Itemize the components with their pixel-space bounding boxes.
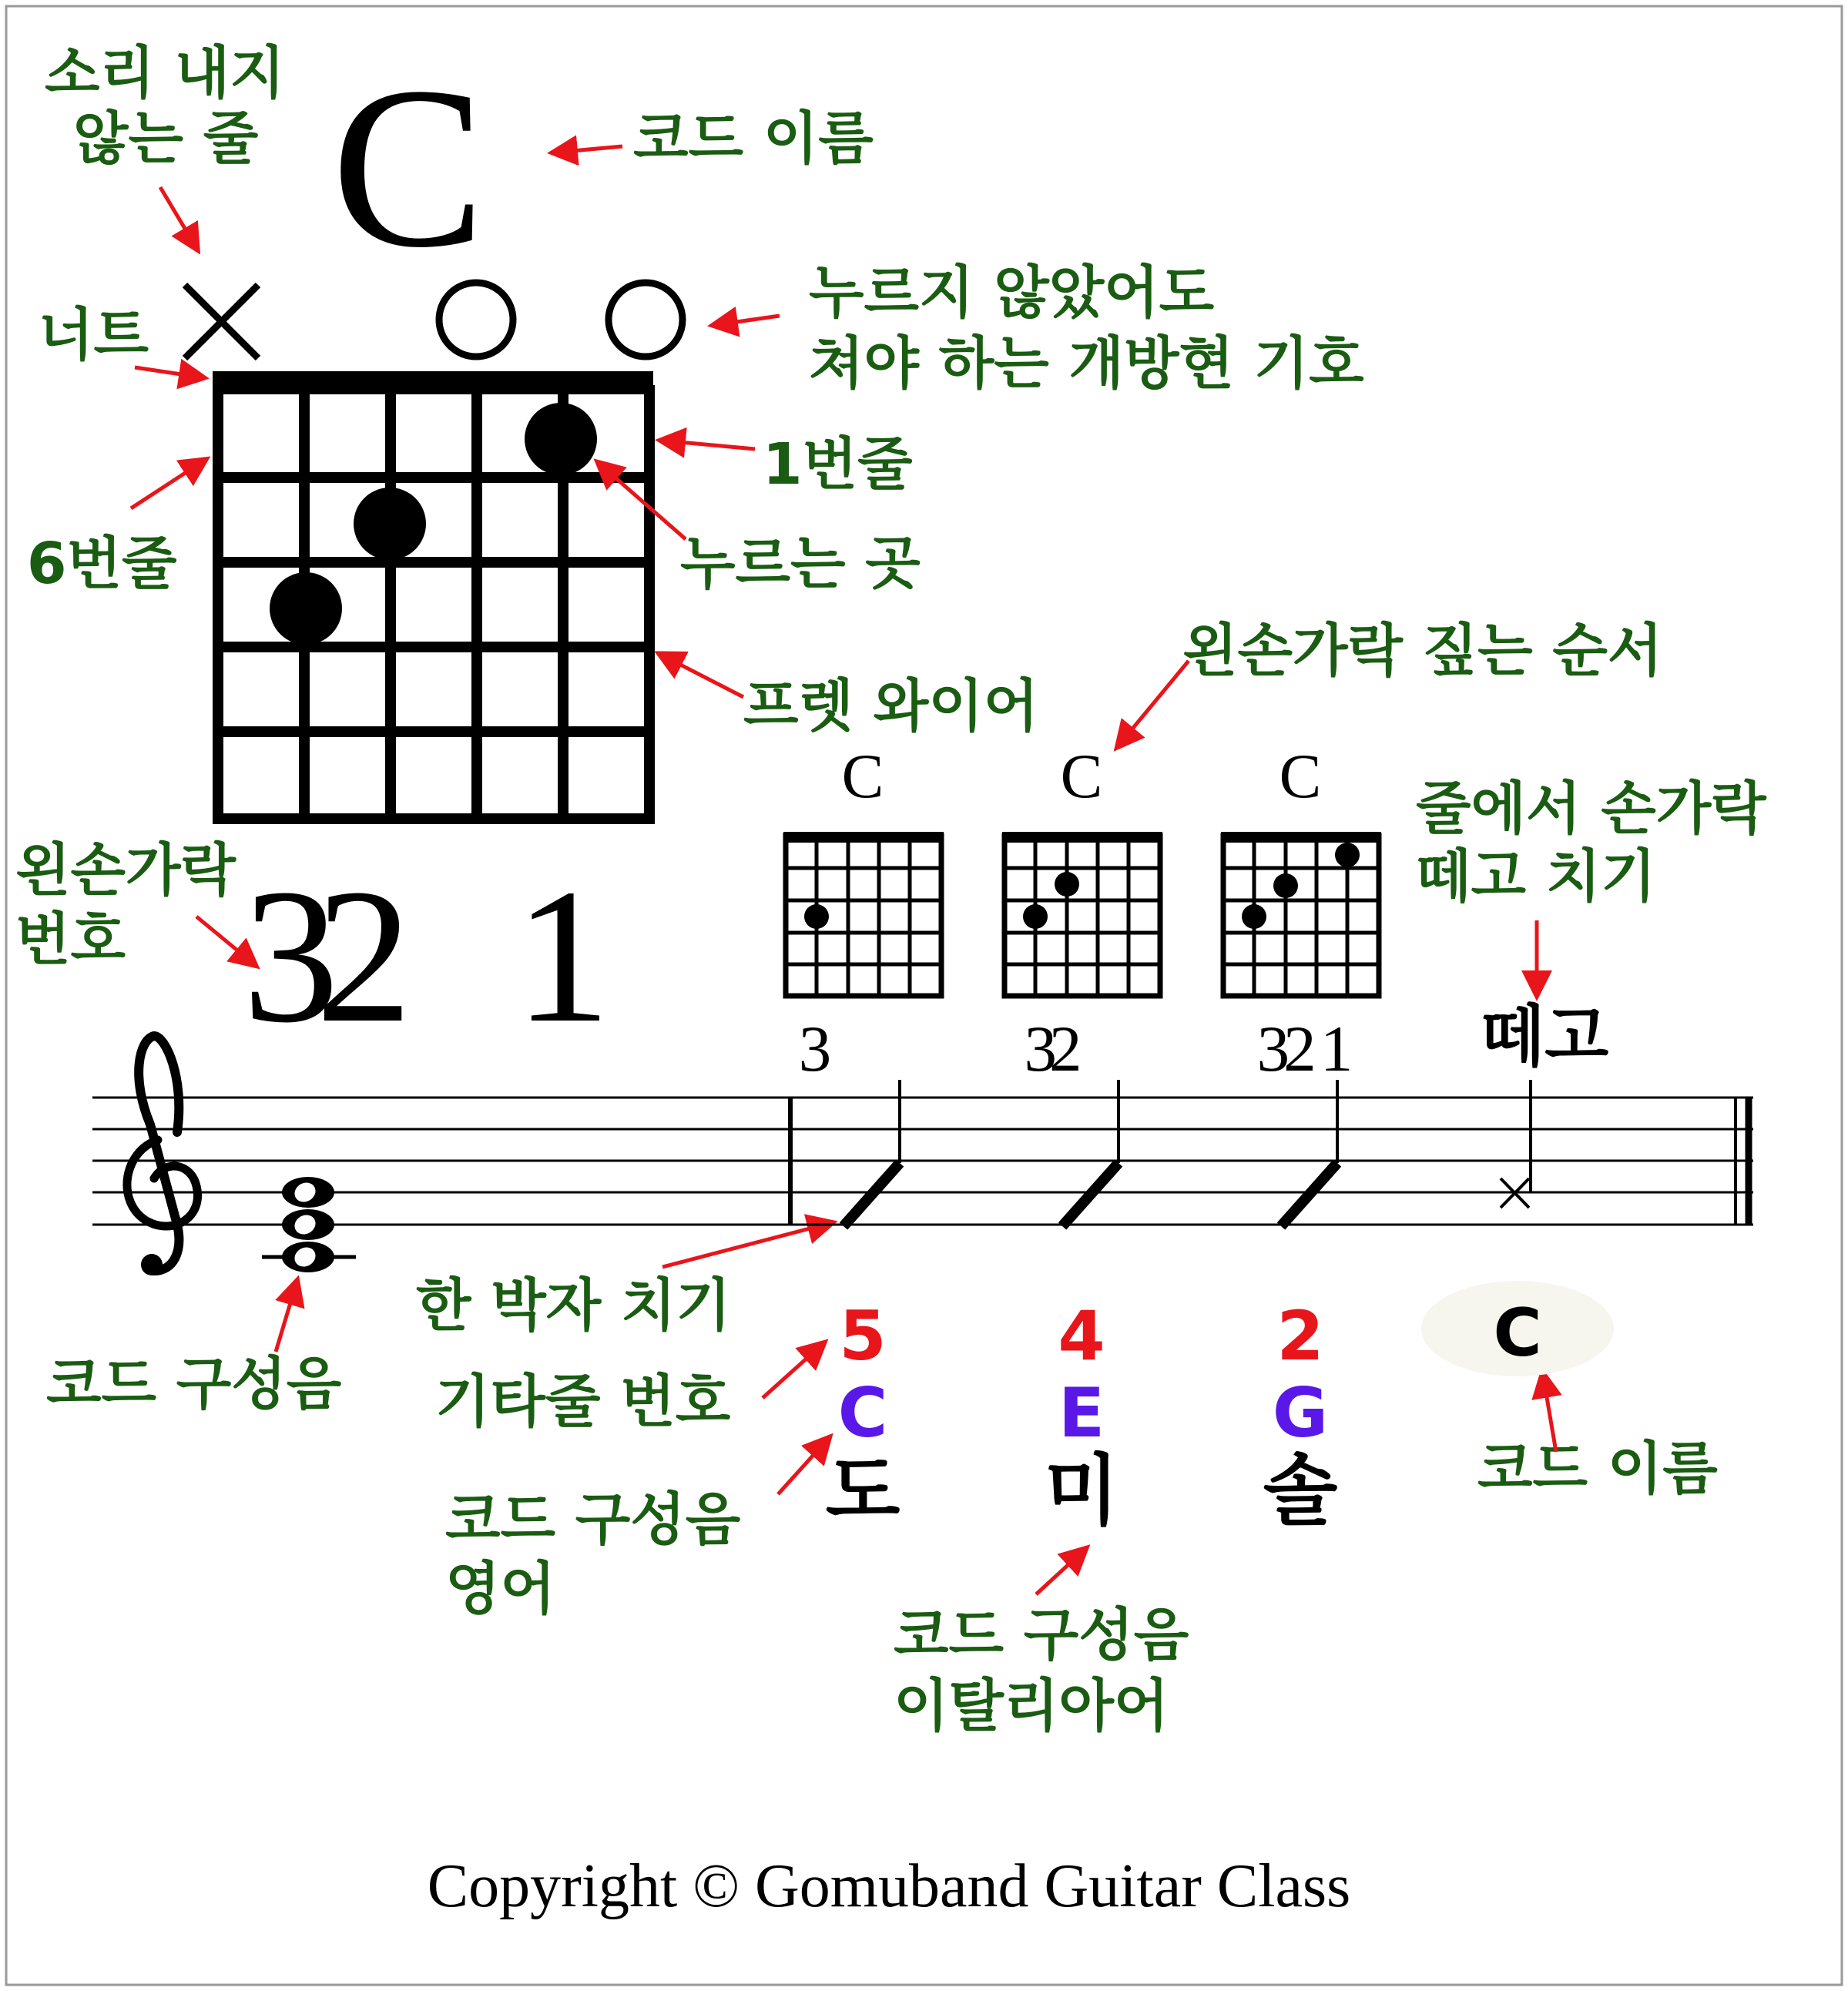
label-string-6: 6번줄 <box>27 531 177 597</box>
string-number: 4 <box>1058 1296 1105 1376</box>
finger-dot <box>525 403 597 475</box>
label-chord-name-2: 코드 이름 <box>1477 1436 1718 1502</box>
note-english: E <box>1058 1373 1105 1453</box>
label-chord-tones-italian-1: 코드 구성음 <box>894 1602 1189 1668</box>
fingering-big-right: 1 <box>515 850 611 1063</box>
small-chart-fingering: 32 1 <box>1256 1013 1347 1085</box>
copyright-text: Copyright © Gomuband Guitar Class <box>427 1852 1351 1920</box>
lift-word: 떼고 <box>1481 998 1609 1075</box>
string-number: 5 <box>839 1296 887 1376</box>
small-chart-fingering: 3 <box>798 1013 832 1085</box>
label-chord-tones-english-1: 코드 구성음 <box>445 1487 741 1553</box>
label-pressed-spot: 누르는 곳 <box>680 531 921 597</box>
note-italian: 솔 <box>1263 1446 1338 1536</box>
string-number: 2 <box>1276 1296 1324 1376</box>
label-guitar-string-number: 기타줄 번호 <box>435 1369 731 1435</box>
label-lift-finger-1: 줄에서 손가락 <box>1416 776 1766 842</box>
chord-name-big: C <box>331 39 486 295</box>
small-chart-title: C <box>1060 741 1103 811</box>
fingering-big-left: 32 <box>243 850 389 1063</box>
label-lift-finger-2: 떼고 치기 <box>1416 843 1656 910</box>
label-finger-order: 왼손가락 짚는 순서 <box>1182 618 1663 684</box>
small-chart-title: C <box>1279 741 1322 811</box>
label-chord-name: 코드 이름 <box>633 106 874 172</box>
label-chord-tones: 코드 구성음 <box>46 1351 342 1417</box>
final-chord-bubble <box>1421 1281 1614 1376</box>
label-finger-number-1: 왼손가락 <box>15 837 236 903</box>
label-open-string-2: 쳐야 하는 개방현 기호 <box>809 330 1364 397</box>
note-english: G <box>1272 1373 1329 1453</box>
note-italian: 도 <box>825 1446 901 1536</box>
label-muted-string-2: 않는 줄 <box>73 106 259 172</box>
label-muted-string-1: 소리 내지 <box>45 40 285 106</box>
small-chart-title: C <box>841 741 884 811</box>
final-chord-name: C <box>1493 1295 1542 1372</box>
note-english: C <box>837 1373 888 1453</box>
small-chart-fingering: 32 <box>1024 1013 1075 1085</box>
label-one-beat: 한 박자 치기 <box>416 1272 731 1339</box>
label-fret-wire: 프렛 와이어 <box>743 673 1039 739</box>
nut-bar <box>213 371 653 394</box>
label-nut: 너트 <box>39 302 149 368</box>
label-chord-tones-italian-2: 이탈리아어 <box>894 1673 1169 1739</box>
label-finger-number-2: 번호 <box>15 907 126 973</box>
label-chord-tones-english-2: 영어 <box>445 1556 555 1622</box>
label-string-1: 1번줄 <box>763 431 913 498</box>
finger-dot <box>354 488 426 560</box>
label-open-string-1: 누르지 않았어도 <box>809 260 1215 326</box>
note-italian: 미 <box>1044 1446 1119 1536</box>
finger-dot <box>270 572 342 645</box>
